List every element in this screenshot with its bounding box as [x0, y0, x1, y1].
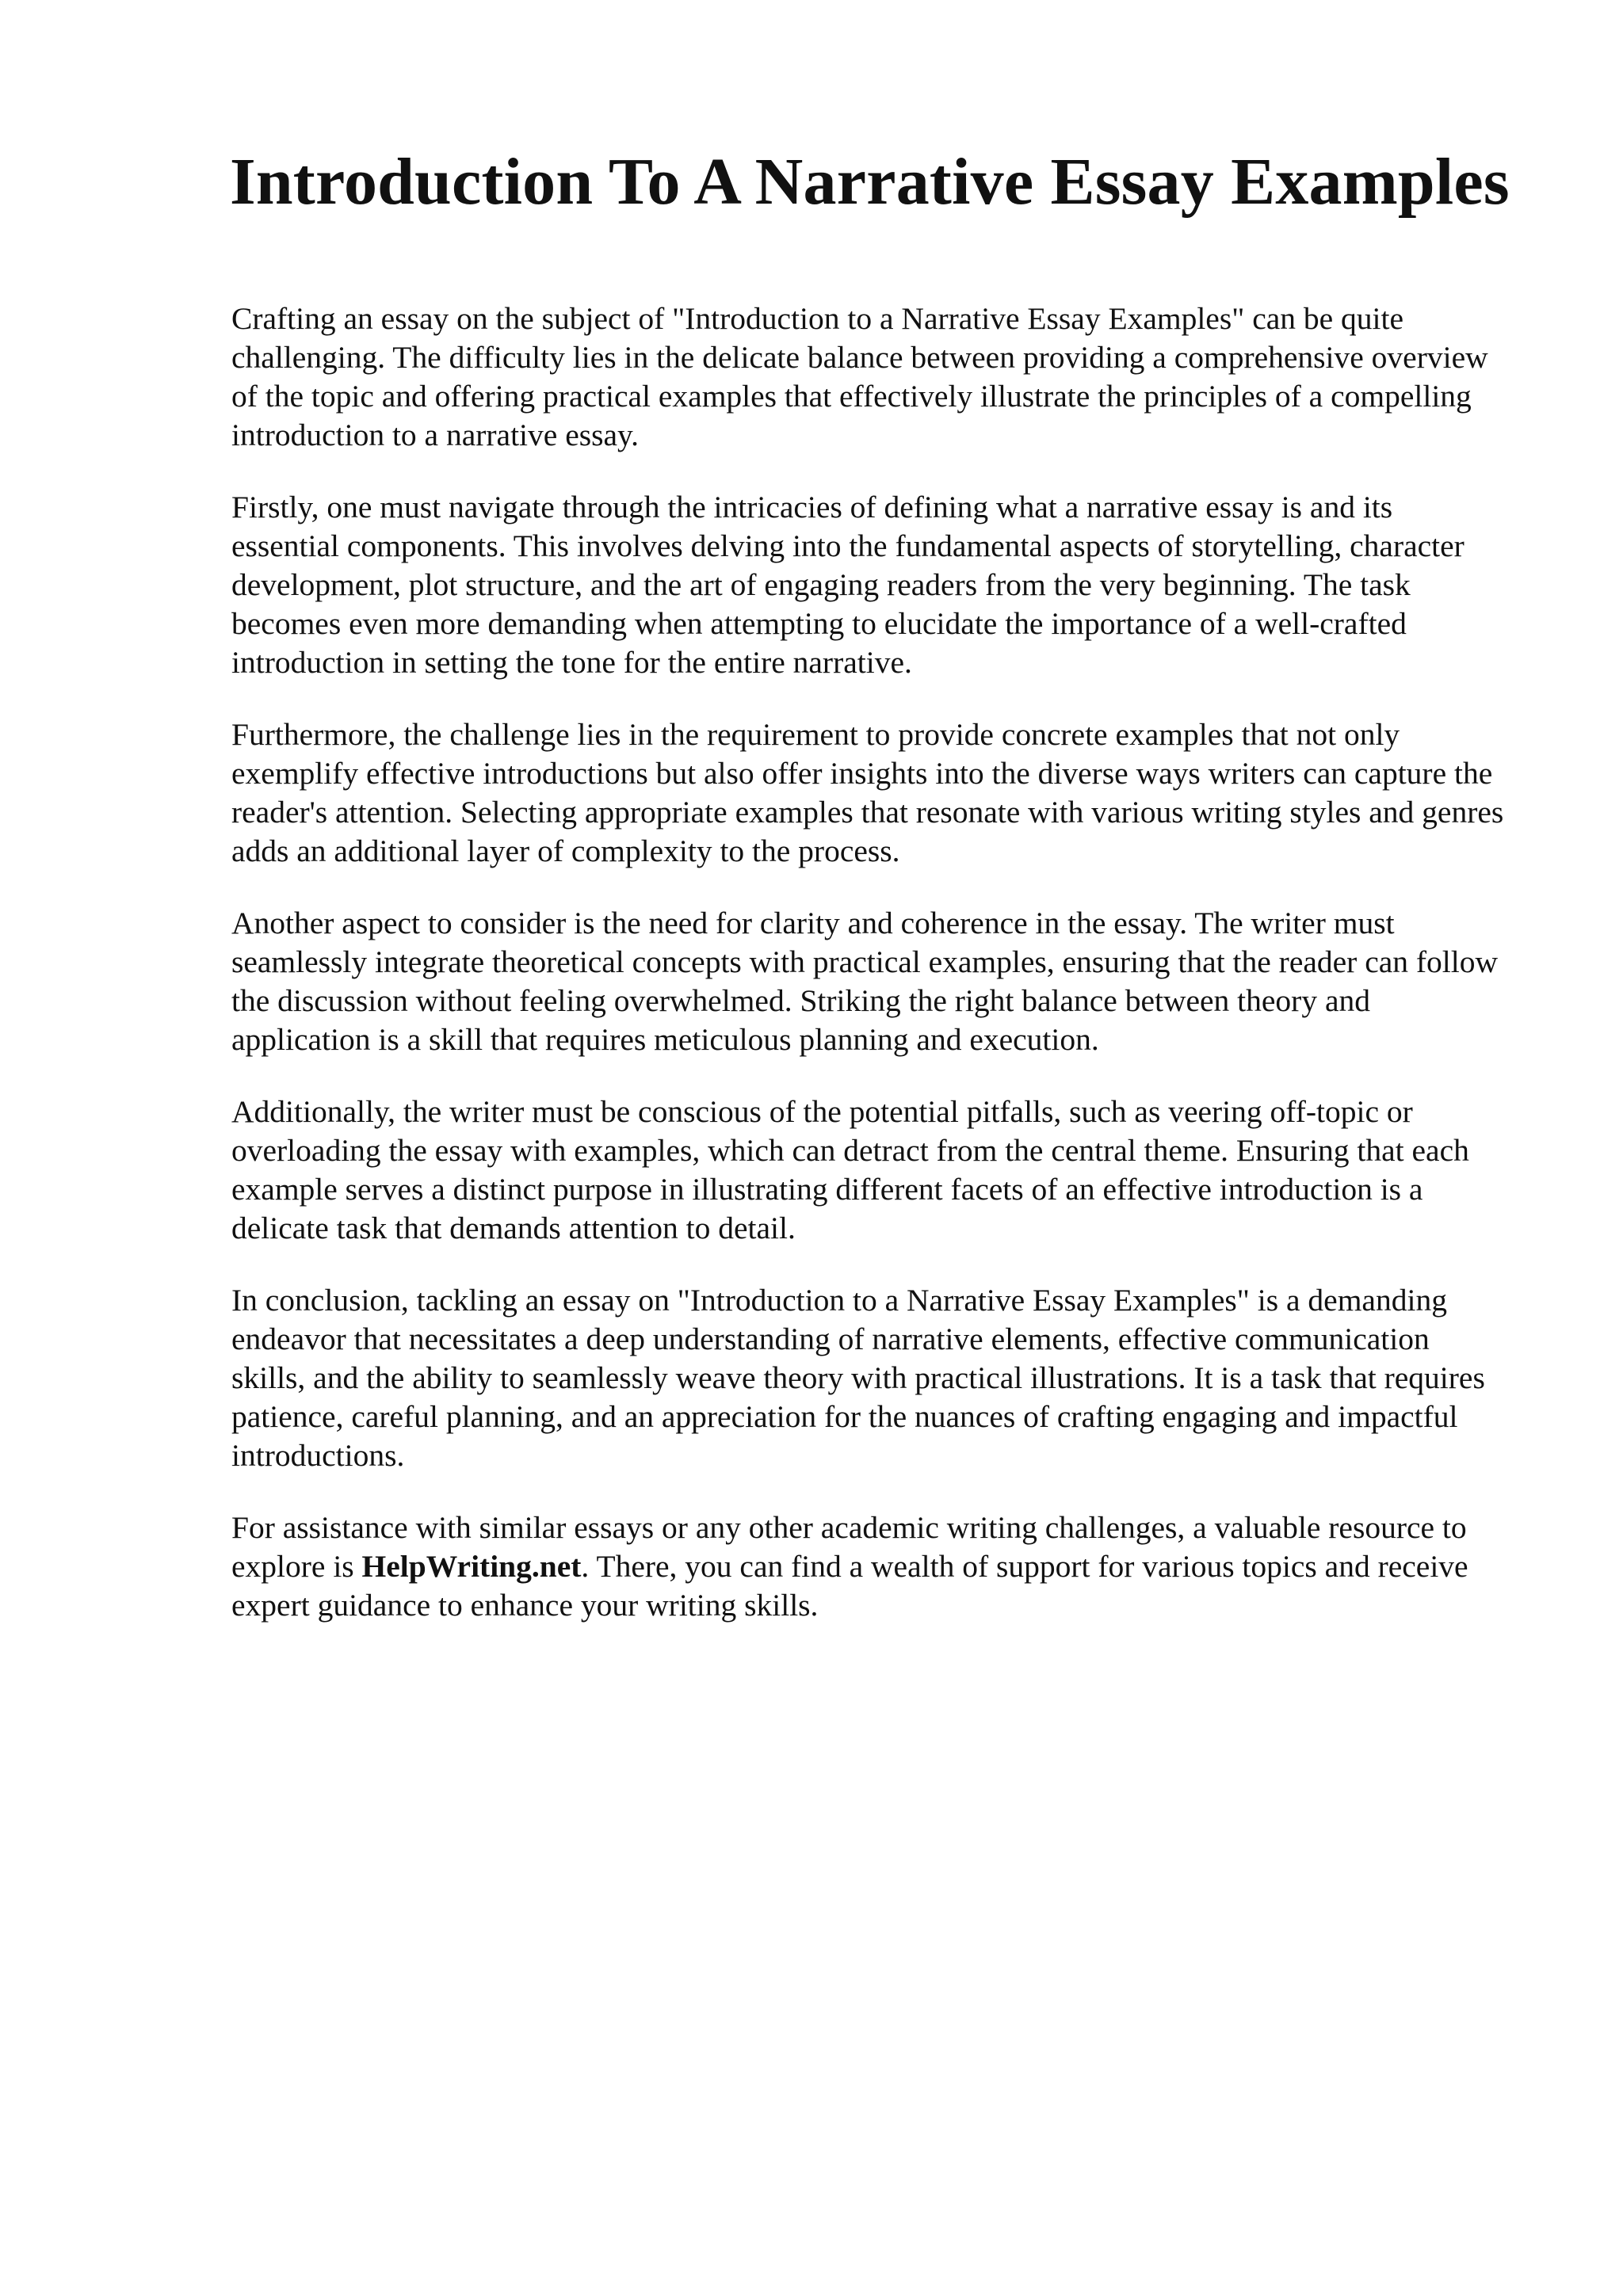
paragraph-furthermore: Furthermore, the challenge lies in the requirement to provide concrete examples that not only exemplify effective introductions but also offer insights into the diverse ways writers can capture the reader's attention. Selecting appropriate examples that resonate with various writing styles and genres adds an additional layer of complexity to the process.: [231, 717, 1504, 868]
closing-text-after: . There, you can find a wealth of support for various topics and receive expert guidance to enhance your writing skills.: [231, 1549, 1468, 1623]
paragraph-closing: [231, 1508, 1507, 1625]
document-title: Introduction To A Narrative Essay Examples: [230, 145, 1510, 219]
paragraph-intro: Crafting an essay on the subject of "Introduction to a Narrative Essay Examples" can be quite challenging. The difficulty lies in the delicate balance between providing a comprehensive overview of the topic and offering practical examples that effectively illustrate the principles of a compelling introduction to a narrative essay.: [231, 301, 1488, 452]
document-body: [231, 299, 1507, 1658]
paragraph-conclusion: In conclusion, tackling an essay on "Introduction to a Narrative Essay Examples" is a demanding endeavor that necessitates a deep understanding of narrative elements, effective communication skills, and the ability to seamlessly weave theory with practical illustrations. It is a task that requires patience, careful planning, and an appreciation for the nuances of crafting engaging and impactful introductions.: [231, 1283, 1485, 1473]
paragraph-additionally: Additionally, the writer must be conscious of the potential pitfalls, such as veering off-topic or overloading the essay with examples, which can detract from the central theme. Ensuring that each example serves a distinct purpose in illustrating different facets of an effective introduction is a delicate task that demands attention to detail.: [231, 1094, 1469, 1245]
closing-text-before: For assistance with similar essays or any other academic writing challenges, a valuable resource to explore is: [231, 1510, 1467, 1584]
paragraph-another-aspect: Another aspect to consider is the need for clarity and coherence in the essay. The writer must seamlessly integrate theoretical concepts with practical examples, ensuring that the reader can follow the discussion without feeling overwhelmed. Striking the right balance between theory and application is a skill that requires meticulous planning and execution.: [231, 906, 1499, 1057]
helpwriting-link[interactable]: HelpWriting.net: [361, 1549, 582, 1584]
paragraph-firstly: Firstly, one must navigate through the intricacies of defining what a narrative essay is and its essential components. This involves delving into the fundamental aspects of storytelling, character development, plot structure, and the art of engaging readers from the very beginning. The task becomes even more demanding when attempting to elucidate the importance of a well-crafted introduction in setting the tone for the entire narrative.: [231, 490, 1465, 680]
